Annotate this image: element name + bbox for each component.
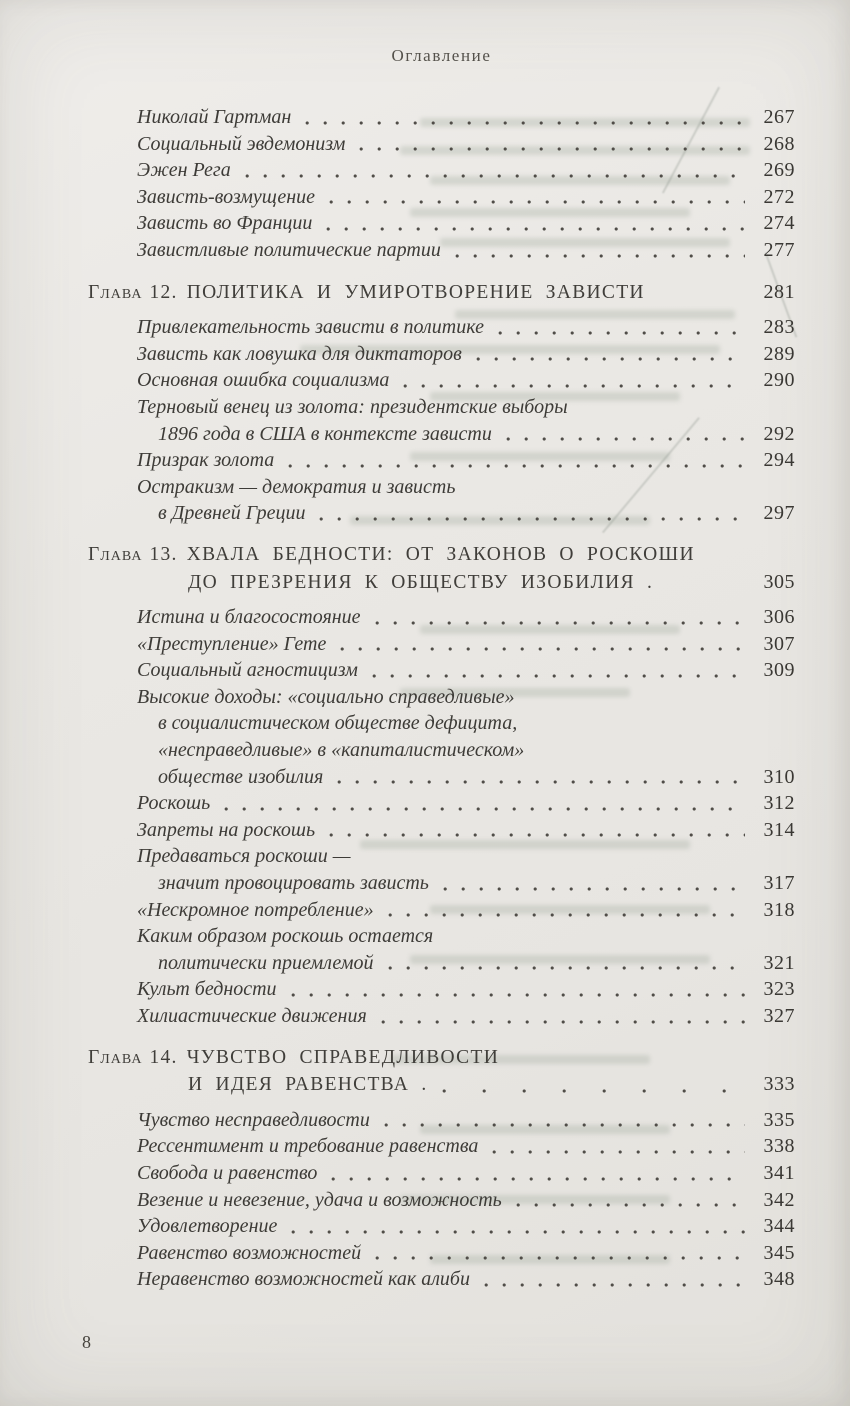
entry-title-text: Зависть-возмущение: [137, 185, 316, 208]
dot-leader: [241, 157, 745, 184]
entry-title-text: Зависть во Франции: [137, 212, 313, 235]
entry-title-text: 1896 года в США в контексте зависти: [158, 422, 492, 445]
toc-entry-line: [137, 843, 795, 870]
entry-page-number: 289: [763, 342, 795, 365]
entry-title-text: Неравенство возможностей как алиби: [137, 1268, 470, 1291]
entry-title-text: Истина и благосостояние: [137, 606, 361, 629]
toc-entry-line: [137, 1160, 795, 1187]
chapter-page-number: 281: [763, 280, 795, 303]
table-of-contents: [88, 66, 795, 1293]
dot-leader: [655, 279, 745, 307]
toc-entry-line: [137, 210, 795, 237]
dot-leader: [494, 314, 745, 341]
toc-entry-line: [137, 631, 795, 658]
toc-entry-line: [137, 684, 795, 711]
dot-leader: [371, 1240, 745, 1267]
toc-entry-line: [137, 314, 795, 341]
entry-page-number: 294: [763, 449, 795, 472]
entry-page-number: 309: [763, 659, 795, 682]
dot-leader: [287, 976, 745, 1003]
chapter-title-text: ЧУВСТВО СПРАВЕДЛИВОСТИ: [186, 1046, 500, 1068]
entry-title-text: Равенство возможностей: [137, 1241, 362, 1264]
dot-leader: [333, 764, 745, 791]
entry-title-text: Хилиастические движения: [137, 1005, 367, 1027]
entry-page-number: 290: [763, 369, 795, 392]
entry-page-number: 277: [763, 238, 795, 261]
entry-page-number: 335: [763, 1108, 795, 1131]
entry-title-text: «Нескромное потребление»: [137, 898, 374, 921]
dot-leader: [384, 897, 745, 924]
entry-title-text: значит провоцировать зависть: [158, 872, 429, 895]
chapter-heading-line: [188, 1071, 795, 1099]
toc-entry-line: [137, 367, 795, 394]
toc-entry-line: [158, 950, 795, 977]
chapter-heading-line: [88, 279, 795, 307]
entry-title-text: обществе изобилия: [158, 765, 324, 788]
toc-entry-line: [158, 737, 795, 764]
toc-entry-line: [137, 157, 795, 184]
entry-title-text: политически приемлемой: [158, 951, 374, 974]
entry-title-text: Запреты на роскошь: [137, 818, 316, 841]
entry-page-number: 345: [763, 1241, 795, 1264]
toc-entry-line: [137, 976, 795, 1003]
entry-page-number: 318: [763, 898, 795, 921]
page-number: 8: [82, 1332, 91, 1352]
entry-page-number: 310: [763, 765, 795, 788]
dot-leader: [325, 184, 745, 211]
dot-leader: [380, 1107, 745, 1134]
entry-title-text: Культ бедности: [137, 978, 277, 1001]
entry-title-text: Каким образом роскошь остается: [137, 925, 434, 948]
toc-entry-line: [137, 790, 795, 817]
chapter-title-text: ДО ПРЕЗРЕНИЯ К ОБЩЕСТВУ ИЗОБИЛИЯ .: [188, 571, 654, 593]
dot-leader: [336, 631, 745, 658]
entry-page-number: 348: [763, 1268, 795, 1291]
entry-title-text: Предаваться роскоши —: [137, 845, 351, 868]
dot-leader: [438, 1071, 746, 1099]
entry-title-text: Привлекательность зависти в политике: [137, 316, 484, 339]
dot-leader: [451, 237, 745, 264]
toc-entry-line: [137, 1213, 795, 1240]
entry-page-number: 267: [763, 106, 795, 128]
entry-page-number: 283: [763, 316, 795, 339]
dot-leader: [284, 447, 745, 474]
dot-leader: [371, 604, 745, 631]
toc-entry-line: [158, 421, 795, 448]
entry-page-number: 338: [763, 1135, 795, 1158]
toc-entry-line: [137, 1107, 795, 1134]
dot-leader: [325, 817, 745, 844]
dot-leader: [377, 1003, 745, 1030]
entry-page-number: 323: [763, 978, 795, 1001]
dot-leader: [315, 500, 745, 527]
chapter-number: 12.: [149, 281, 178, 303]
dot-leader: [368, 657, 745, 684]
entry-title-text: Социальный агностицизм: [137, 659, 358, 682]
toc-chapter-heading: [88, 1045, 795, 1099]
toc-entry-line: [137, 131, 795, 158]
entry-title-text: Свобода и равенство: [137, 1161, 318, 1184]
chapter-page-number: 305: [763, 570, 795, 593]
dot-leader: [287, 1213, 745, 1240]
toc-entry-line: [137, 1187, 795, 1214]
entry-page-number: 312: [763, 792, 795, 815]
entry-page-number: 344: [763, 1215, 795, 1238]
dot-leader: [322, 210, 745, 237]
toc-entry-line: [137, 897, 795, 924]
entry-page-number: 342: [763, 1188, 795, 1211]
entry-title-text: Терновый венец из золота: президентские выборы: [137, 395, 568, 418]
chapter-label: Глава: [88, 281, 143, 303]
entry-title-text: Призрак золота: [137, 449, 275, 472]
entry-page-number: 297: [763, 502, 795, 525]
toc-entry-line: [137, 394, 795, 421]
entry-title-text: Зависть как ловушка для диктаторов: [137, 342, 462, 365]
toc-entry-line: [137, 1266, 795, 1293]
entry-page-number: 269: [763, 159, 795, 182]
toc-entry-line: [137, 237, 795, 264]
dot-leader: [472, 341, 745, 368]
chapter-title-text: И ИДЕЯ РАВЕНСТВА .: [188, 1074, 428, 1096]
entry-title-text: Удовлетворение: [137, 1215, 278, 1238]
entry-title-text: в Древней Греции: [158, 502, 306, 525]
toc-entry-line: [137, 1240, 795, 1267]
entry-page-number: 306: [763, 606, 795, 629]
entry-title-text: в социалистическом обществе дефицита,: [158, 712, 518, 735]
entry-page-number: 317: [763, 872, 795, 895]
chapter-number: 14.: [149, 1046, 178, 1068]
entry-title-text: Остракизм — демократия и зависть: [137, 475, 456, 498]
chapter-label: Глава: [88, 543, 143, 565]
entry-title-text: Основная ошибка социализма: [137, 369, 390, 392]
dot-leader: [384, 950, 745, 977]
toc-entry-line: [137, 604, 795, 631]
entry-title-text: Эжен Рега: [137, 159, 231, 182]
toc-entry-line: [137, 1003, 795, 1030]
entry-page-number: 272: [763, 185, 795, 208]
toc-entry-line: [158, 500, 795, 527]
entry-page-number: 314: [763, 818, 795, 841]
chapter-title-text: ХВАЛА БЕДНОСТИ: ОТ ЗАКОНОВ О РОСКОШИ: [186, 543, 695, 565]
chapter-heading-line: [188, 569, 795, 597]
entry-page-number: 292: [763, 422, 795, 445]
toc-entry-line: [137, 657, 795, 684]
entry-title-text: Николай Гартман: [137, 106, 292, 128]
chapter-heading-line: [88, 1045, 795, 1072]
entry-page-number: 274: [763, 212, 795, 235]
entry-title-text: Везение и невезение, удача и возможность: [137, 1188, 502, 1211]
entry-title-text: «несправедливые» в «капиталистическом»: [158, 739, 525, 762]
dot-leader: [327, 1160, 745, 1187]
toc-entry-line: [137, 1133, 795, 1160]
chapter-number: 13.: [149, 543, 178, 565]
toc-entry-line: [158, 870, 795, 897]
dot-leader: [439, 870, 745, 897]
entry-page-number: 268: [763, 132, 795, 155]
dot-leader: [220, 790, 745, 817]
chapter-page-number: 333: [763, 1073, 795, 1096]
toc-entry-line: [137, 923, 795, 950]
toc-entry-line: [137, 341, 795, 368]
chapter-heading-line: [88, 542, 795, 569]
dot-leader: [355, 131, 745, 158]
entry-title-text: «Преступление» Гете: [137, 632, 327, 655]
dot-leader: [512, 1187, 745, 1214]
dot-leader: [301, 104, 745, 131]
dot-leader: [480, 1266, 745, 1293]
page-title: Оглавление: [391, 46, 492, 65]
entry-title-text: Социальный эвдемонизм: [137, 132, 346, 155]
entry-title-text: Завистливые политические партии: [137, 238, 441, 261]
toc-entry-line: [137, 474, 795, 501]
toc-chapter-heading: [88, 279, 795, 307]
chapter-label: Глава: [88, 1046, 143, 1068]
toc-entry-line: [158, 764, 795, 791]
entry-page-number: 341: [763, 1161, 795, 1184]
toc-entry-line: [137, 184, 795, 211]
entry-title-text: Чувство несправедливости: [137, 1108, 370, 1131]
chapter-title-text: ПОЛИТИКА И УМИРОТВОРЕНИЕ ЗАВИСТИ: [186, 281, 645, 303]
dot-leader: [399, 367, 745, 394]
dot-leader: [663, 569, 745, 597]
entry-title-text: Рессентимент и требование равенства: [137, 1135, 479, 1158]
dot-leader: [488, 1133, 745, 1160]
toc-entry-line: [137, 447, 795, 474]
entry-page-number: 327: [763, 1005, 795, 1027]
entry-page-number: 307: [763, 632, 795, 655]
entry-title-text: Роскошь: [137, 792, 211, 815]
dot-leader: [502, 421, 745, 448]
entry-page-number: 321: [763, 951, 795, 974]
toc-chapter-heading: [88, 542, 795, 596]
toc-entry-line: [158, 710, 795, 737]
toc-entry-line: [137, 104, 795, 131]
toc-entry-line: [137, 817, 795, 844]
entry-title-text: Высокие доходы: «социально справедливые»: [137, 685, 515, 708]
